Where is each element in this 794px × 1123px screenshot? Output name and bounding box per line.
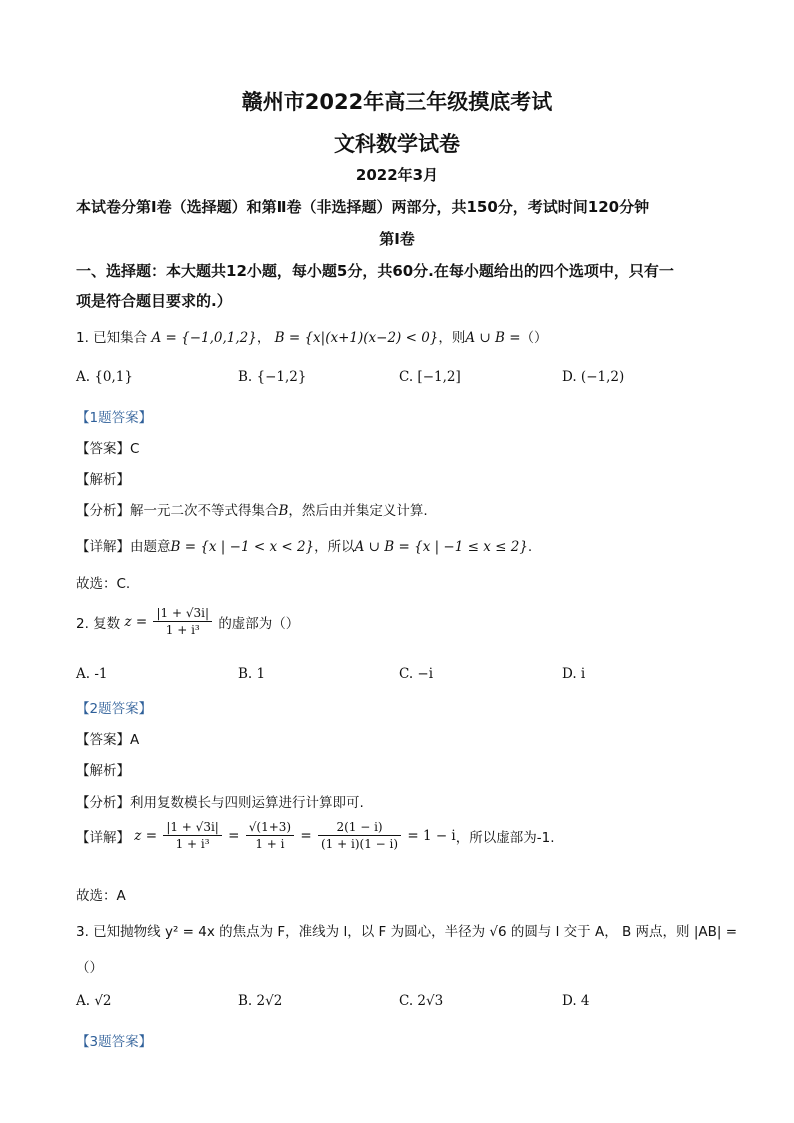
q2-xj-tail: ，所以虚部为-1. [455, 829, 555, 846]
exam-date: 2022年3月 [355, 166, 439, 184]
q2-xj-fraction-2 [246, 820, 294, 851]
question-1 [76, 326, 548, 346]
q2-xj-fraction-1-den: 1 + i³ [175, 837, 210, 851]
q1-sep: ， [256, 330, 271, 346]
q2-xiangjie-text: 【详解】 [76, 829, 130, 846]
q2-option-b: B. 1 [238, 666, 266, 682]
q1-xiangjie-expr1: B = {x | −1 < x < 2} [170, 539, 315, 555]
q1-xiangjie [76, 535, 532, 555]
q1-option-c: C. [−1,2] [399, 369, 461, 385]
q1-option-a: A. {0,1} [76, 369, 133, 385]
question-2 [76, 606, 299, 652]
q2-prefix: 2. 复数 [76, 615, 121, 632]
q2-xj-fraction-1-num: |1 + √3i| [163, 820, 222, 836]
q1-option-b: B. {−1,2} [238, 369, 307, 385]
q2-xj-fraction-3-num: 2(1 − i) [318, 820, 401, 836]
q1-answer: 【答案】C [76, 441, 140, 457]
q2-xj-result: = 1 − i [407, 827, 456, 844]
q1-tail: ，则 [438, 330, 466, 346]
q2-answer-heading: 【2题答案】 [76, 701, 153, 717]
exam-title: 赣州市2022年高三年级摸底考试 [241, 90, 553, 114]
q1-xiangjie-text: 【详解】由题意 [76, 539, 171, 555]
q2-xj-fraction-3 [318, 820, 401, 851]
q1-xiangjie-end: . [527, 539, 533, 555]
q2-xiangjie: 【详解】 z = $\frac{|1 + √3i|}{\text{1 + i³}}$ = $\frac{√(1+3)}{1 + i}$ = $\frac{2(1 - i)}{(1 + i)(1 - i)}$ = 1 − i，所以虚部为-1. [76, 820, 555, 851]
q2-fenxi: 【分析】利用复数模长与四则运算进行计算即可. [76, 795, 364, 811]
q1-choice: 故选：C. [76, 576, 131, 592]
q2-tail: 的虚部为（） [218, 615, 300, 632]
q2-choice: 故选：A [76, 888, 126, 904]
q3-answer-heading: 【3题答案】 [76, 1034, 153, 1050]
q1-analysis-heading: 【解析】 [76, 472, 130, 488]
exam-subtitle: 文科数学试卷 [334, 132, 460, 156]
part-heading: 第Ⅰ卷 [379, 230, 415, 248]
q2-xj-fraction-2-num: √(1+3) [246, 820, 294, 836]
q2-fraction-numerator: |1 + √3i| [153, 606, 212, 622]
q1-paren: （） [520, 330, 548, 346]
q1-xiangjie-expr2: A ∪ B = {x | −1 ≤ x ≤ 2} [354, 539, 528, 555]
exam-intro: 本试卷分第Ⅰ卷（选择题）和第Ⅱ卷（非选择题）两部分，共150分，考试时间120分钟 [76, 198, 650, 216]
q1-fenxi-tail: ，然后由并集定义计算. [288, 503, 428, 519]
q2-answer: 【答案】A [76, 732, 140, 748]
q1-ask: A ∪ B = [465, 330, 521, 346]
q2-xj-fraction-2-den: 1 + i [255, 837, 285, 851]
q2-xj-fraction-1 [163, 820, 222, 851]
q3-option-a: A. √2 [76, 993, 112, 1009]
q1-option-d: D. (−1,2) [562, 369, 625, 385]
q2-analysis-heading: 【解析】 [76, 763, 130, 779]
q1-prefix: 1. 已知集合 [76, 330, 148, 346]
section-heading-line2: 项是符合题目要求的.） [76, 292, 232, 310]
q1-fenxi [76, 499, 428, 519]
q3-option-d: D. 4 [562, 993, 590, 1009]
q1-xiangjie-mid: ，所以 [314, 539, 355, 555]
q1-answer-heading: 【1题答案】 [76, 410, 153, 426]
q2-z: z = [124, 613, 148, 630]
q2-option-a: A. -1 [76, 666, 108, 682]
q1-fenxi-text: 【分析】解一元二次不等式得集合 [76, 503, 279, 519]
q3-option-c: C. 2√3 [399, 993, 444, 1009]
q1-set-b: B = {x|(x+1)(x−2) < 0} [274, 330, 439, 346]
q2-option-d: D. i [562, 666, 586, 682]
q1-fenxi-var: B [278, 503, 289, 519]
q2-option-c: C. −i [399, 666, 434, 682]
q3-option-b: B. 2√2 [238, 993, 283, 1009]
q2-fraction-denominator: 1 + i³ [165, 623, 200, 637]
question-3: 3. 已知抛物线 y² = 4x 的焦点为 F，准线为 l，以 F 为圆心，半径为 √6 的圆与 l 交于 A， B 两点，则 |AB| = [76, 924, 738, 940]
section-heading-line1: 一、选择题：本大题共12小题，每小题5分，共60分.在每小题给出的四个选项中，只有一 [76, 262, 674, 280]
q2-fraction [153, 606, 212, 637]
q2-xj-fraction-3-den: (1 + i)(1 − i) [321, 837, 399, 851]
q3-paren: （） [76, 960, 103, 976]
q1-set-a: A = {−1,0,1,2} [151, 330, 257, 346]
